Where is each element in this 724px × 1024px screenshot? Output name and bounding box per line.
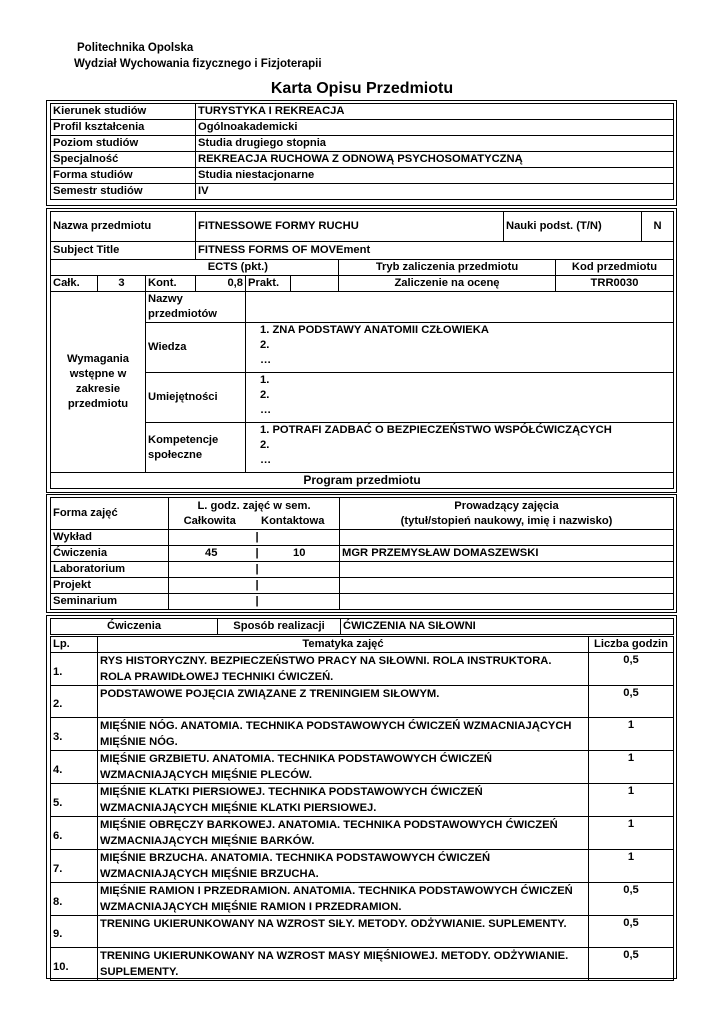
instructor-sublabel: (tytuł/stopień naukowy, imię i nazwisko)	[400, 514, 613, 527]
class-form: Wykład	[51, 530, 169, 546]
competence-item: 2.	[260, 439, 270, 451]
topic-row	[51, 751, 674, 784]
info-value: IV	[196, 184, 674, 200]
info-label: Specjalność	[51, 152, 196, 168]
topic-lp: 1.	[51, 653, 98, 686]
topic-text: MIĘŚNIE NÓG. ANATOMIA. TECHNIKA PODSTAWOWYCH ĆWICZEŃ WZMACNIAJĄCYCH MIĘŚNIE NÓG.	[98, 718, 589, 751]
info-label: Kierunek studiów	[51, 104, 196, 120]
skills-label: Umiejętności	[146, 373, 246, 423]
knowledge-item: 1. ZNA PODSTAWY ANATOMII CZŁOWIEKA	[260, 324, 489, 336]
topic-hours: 1	[589, 751, 674, 784]
method-value: ĆWICZENIA NA SIŁOWNI	[341, 619, 674, 635]
prereq-names-value	[246, 292, 674, 323]
subject-title: FITNESS FORMS OF MOVEment	[196, 242, 674, 260]
topic-text: MIĘŚNIE OBRĘCZY BARKOWEJ. ANATOMIA. TECHNIKA PODSTAWOWYCH ĆWICZEŃ WZMACNIAJĄCYCH MIĘŚNIE BARKÓW.	[98, 817, 589, 850]
course-name-label: Nazwa przedmiotu	[51, 212, 196, 242]
topic-hours: 1	[589, 817, 674, 850]
classes-table	[50, 497, 674, 610]
page-title: Karta Opisu Przedmiotu	[270, 80, 454, 97]
topic-text: TRENING UKIERUNKOWANY NA WZROST SIŁY. METODY. ODŻYWIANIE. SUPLEMENTY.	[98, 916, 589, 948]
class-total-hours: 45	[169, 546, 254, 562]
prakt-label: Prakt.	[246, 276, 291, 292]
instructor-header	[340, 498, 674, 530]
topic-text: PODSTAWOWE POJĘCIA ZWIĄZANE Z TRENINGIEM SIŁOWYM.	[98, 686, 589, 718]
basic-sciences-value: N	[642, 212, 674, 242]
knowledge-item: …	[260, 354, 272, 366]
subject-title-label: Subject Title	[51, 242, 196, 260]
topic-row	[51, 817, 674, 850]
topic-text: MIĘŚNIE GRZBIETU. ANATOMIA. TECHNIKA PODSTAWOWYCH ĆWICZEŃ WZMACNIAJĄCYCH MIĘŚNIE PLECÓW.	[98, 751, 589, 784]
skills-item: 2.	[260, 389, 270, 401]
topic-text: MIĘŚNIE RAMION I PRZEDRAMION. ANATOMIA. TECHNIKA PODSTAWOWYCH ĆWICZEŃ WZMACNIAJĄCYCH MIĘŚNIE RAMION I PRZEDRAMION.	[98, 883, 589, 916]
topic-lp: 2.	[51, 686, 98, 718]
program-info-row	[51, 120, 674, 136]
faculty-name: Wydział Wychowania fizycznego i Fizjoterapii	[74, 58, 322, 70]
program-info-row	[51, 168, 674, 184]
class-form-row	[51, 562, 674, 578]
class-total-hours	[169, 530, 254, 546]
total-hours-label: Całkowita	[183, 514, 236, 527]
topic-row	[51, 916, 674, 948]
class-form-row	[51, 546, 674, 562]
topic-lp: 6.	[51, 817, 98, 850]
topic-text: TRENING UKIERUNKOWANY NA WZROST MASY MIĘŚNIOWEJ. METODY. ODŻYWIANIE. SUPLEMENTY.	[98, 948, 589, 981]
program-info-row	[51, 184, 674, 200]
topic-row	[51, 718, 674, 751]
skills-item: 1.	[260, 374, 270, 386]
class-instructor	[340, 578, 674, 594]
class-contact-hours	[260, 594, 340, 610]
topic-text: RYS HISTORYCZNY. BEZPIECZEŃSTWO PRACY NA SIŁOWNI. ROLA INSTRUKTORA. ROLA PRAWIDŁOWEJ TECHNIKI ĆWICZEŃ.	[98, 653, 589, 686]
topics-table	[50, 636, 674, 981]
topic-hours: 1	[589, 718, 674, 751]
class-contact-hours	[260, 578, 340, 594]
topic-row	[51, 948, 674, 981]
topic-row	[51, 686, 674, 718]
topic-hours: 0,5	[589, 948, 674, 981]
info-label: Semestr studiów	[51, 184, 196, 200]
topic-text: MIĘŚNIE BRZUCHA. ANATOMIA. TECHNIKA PODSTAWOWYCH ĆWICZEŃ WZMACNIAJĄCYCH MIĘŚNIE BRZUCHA.	[98, 850, 589, 883]
topic-hours-label: Liczba godzin	[589, 637, 674, 653]
class-form: Projekt	[51, 578, 169, 594]
skills-list	[246, 373, 674, 423]
topic-row	[51, 883, 674, 916]
prerequisites-title: Wymagania wstępne w zakresie przedmiotu	[51, 292, 146, 473]
total-label: Całk.	[51, 276, 98, 292]
topic-lp: 8.	[51, 883, 98, 916]
topic-row	[51, 850, 674, 883]
class-form-row	[51, 530, 674, 546]
topic-lp: 3.	[51, 718, 98, 751]
info-value: REKREACJA RUCHOWA Z ODNOWĄ PSYCHOSOMATYCZNĄ	[196, 152, 674, 168]
lp-label: Lp.	[51, 637, 98, 653]
info-value: Studia drugiego stopnia	[196, 136, 674, 152]
ects-label: ECTS (pkt.)	[51, 260, 339, 276]
competence-item: …	[260, 454, 272, 466]
class-instructor: MGR PRZEMYSŁAW DOMASZEWSKI	[340, 546, 674, 562]
info-label: Profil kształcenia	[51, 120, 196, 136]
topic-hours: 0,5	[589, 883, 674, 916]
knowledge-label: Wiedza	[146, 323, 246, 373]
class-total-hours	[169, 578, 254, 594]
knowledge-list	[246, 323, 674, 373]
class-form-row	[51, 594, 674, 610]
topic-lp: 10.	[51, 948, 98, 981]
class-contact-hours	[260, 530, 340, 546]
program-info-row	[51, 152, 674, 168]
prereq-names-label: Nazwy przedmiotów	[146, 292, 246, 323]
code-value: TRR0030	[556, 276, 674, 292]
hours-header	[169, 498, 340, 530]
course-table	[50, 211, 674, 489]
class-instructor	[340, 562, 674, 578]
mode-value: Zaliczenie na ocenę	[339, 276, 556, 292]
basic-sciences-label: Nauki podst. (T/N)	[504, 212, 642, 242]
info-label: Poziom studiów	[51, 136, 196, 152]
prakt-value	[291, 276, 339, 292]
code-label: Kod przedmiotu	[556, 260, 674, 276]
class-hours-separator: |	[254, 546, 260, 562]
topic-lp: 7.	[51, 850, 98, 883]
class-instructor	[340, 594, 674, 610]
method-label: Sposób realizacji	[218, 619, 341, 635]
class-contact-hours	[260, 562, 340, 578]
total-value: 3	[98, 276, 146, 292]
topic-label: Tematyka zajęć	[98, 637, 589, 653]
class-hours-separator: |	[254, 594, 260, 610]
info-value: TURYSTYKA I REKREACJA	[196, 104, 674, 120]
topic-lp: 9.	[51, 916, 98, 948]
topic-lp: 5.	[51, 784, 98, 817]
university-name: Politechnika Opolska	[77, 42, 194, 54]
program-info-row	[51, 136, 674, 152]
info-value: Studia niestacjonarne	[196, 168, 674, 184]
class-form: Seminarium	[51, 594, 169, 610]
topic-row	[51, 653, 674, 686]
mode-label: Tryb zaliczenia przedmiotu	[339, 260, 556, 276]
topic-hours: 0,5	[589, 916, 674, 948]
class-form: Laboratorium	[51, 562, 169, 578]
competence-label: Kompetencje społeczne	[146, 423, 246, 473]
topic-hours: 1	[589, 850, 674, 883]
program-info-row	[51, 104, 674, 120]
class-instructor	[340, 530, 674, 546]
skills-item: …	[260, 404, 272, 416]
topic-hours: 0,5	[589, 653, 674, 686]
kont-value: 0,8	[196, 276, 246, 292]
class-hours-separator: |	[254, 530, 260, 546]
class-total-hours	[169, 594, 254, 610]
topic-lp: 4.	[51, 751, 98, 784]
program-title: Program przedmiotu	[51, 473, 674, 489]
instructor-label: Prowadzący zajęcia	[454, 499, 559, 512]
form-label: Forma zajęć	[51, 498, 169, 530]
exercises-header-table	[50, 618, 674, 635]
class-total-hours	[169, 562, 254, 578]
topic-row	[51, 784, 674, 817]
info-value: Ogólnoakademicki	[196, 120, 674, 136]
topic-hours: 0,5	[589, 686, 674, 718]
topic-hours: 1	[589, 784, 674, 817]
exercise-type: Ćwiczenia	[51, 619, 218, 635]
class-form-row	[51, 578, 674, 594]
hours-subheader	[171, 514, 337, 529]
class-contact-hours: 10	[260, 546, 340, 562]
competence-item: 1. POTRAFI ZADBAĆ O BEZPIECZEŃSTWO WSPÓŁĆWICZĄCYCH	[260, 424, 612, 436]
course-name: FITNESSOWE FORMY RUCHU	[196, 212, 504, 242]
topic-text: MIĘŚNIE KLATKI PIERSIOWEJ. TECHNIKA PODSTAWOWYCH ĆWICZEŃ WZMACNIAJĄCYCH MIĘŚNIE KLATKI PIERSIOWEJ.	[98, 784, 589, 817]
kont-label: Kont.	[146, 276, 196, 292]
program-info-table	[50, 103, 674, 200]
class-hours-separator: |	[254, 562, 260, 578]
class-hours-separator: |	[254, 578, 260, 594]
contact-hours-label: Kontaktowa	[261, 514, 325, 527]
competence-list	[246, 423, 674, 473]
info-label: Forma studiów	[51, 168, 196, 184]
knowledge-item: 2.	[260, 339, 270, 351]
class-form: Ćwiczenia	[51, 546, 169, 562]
hours-label: L. godz. zajęć w sem.	[197, 499, 311, 512]
